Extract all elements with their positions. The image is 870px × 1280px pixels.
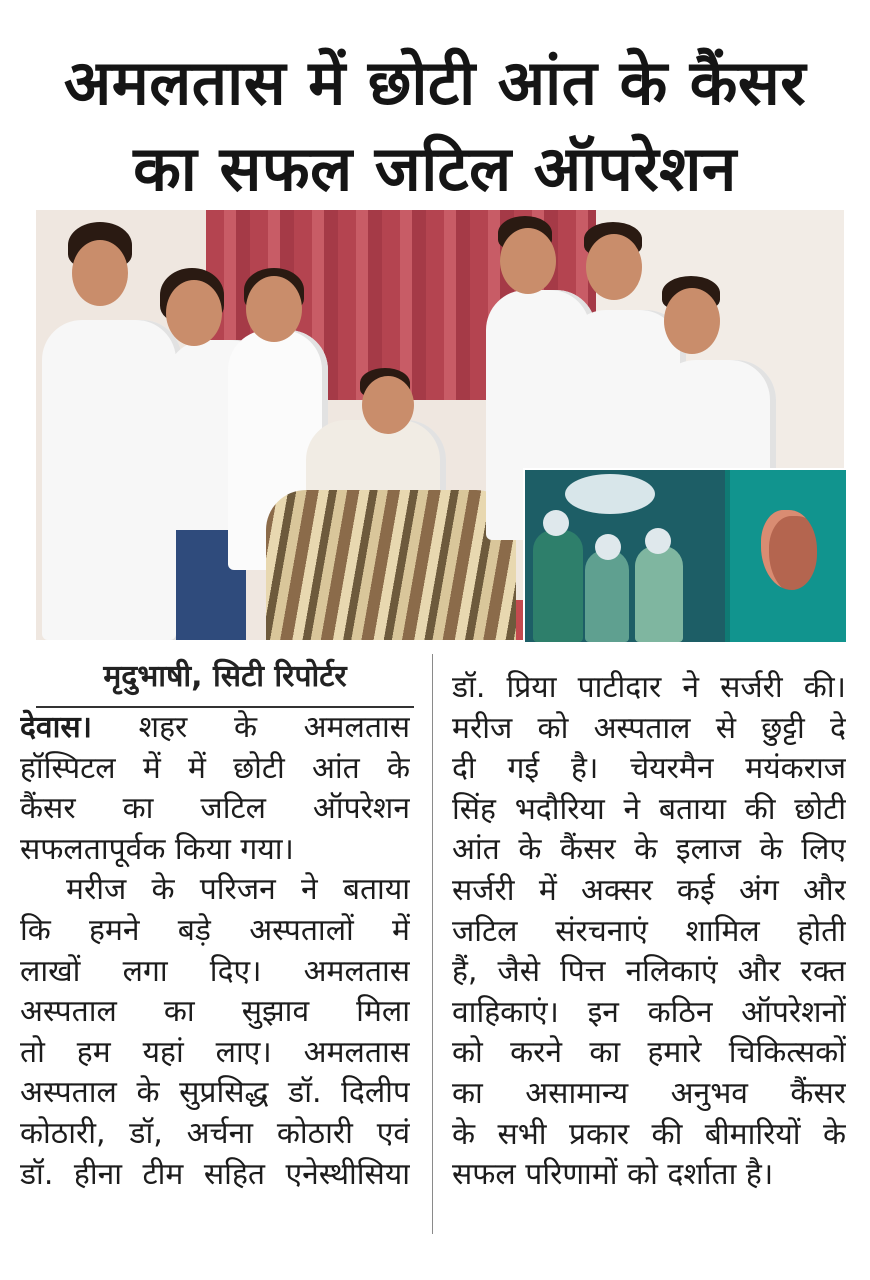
- surgeon-cap: [543, 510, 569, 536]
- headline: [0, 40, 870, 212]
- text-line: दी गई है। चेयरमैन मयंकराज: [452, 751, 846, 787]
- staff-head: [246, 276, 302, 342]
- patient-head: [362, 376, 414, 434]
- dateline: देवास।: [20, 710, 93, 745]
- staff-figure: [42, 320, 182, 640]
- headline-line-2: का सफल जटिल ऑपरेशन: [133, 132, 737, 205]
- text-line: डॉ. प्रिया पाटीदार ने सर्जरी की।: [452, 670, 846, 705]
- surgeon-figure: [533, 530, 583, 642]
- text-line-rest: शहर के अमलतास: [92, 710, 410, 745]
- headline-line-1: अमलतास में छोटी आंत के कैंसर: [63, 46, 807, 119]
- text-line: आंत के कैंसर के इलाज के लिए: [452, 832, 846, 868]
- text-line: का असामान्य अनुभव कैंसर: [452, 1075, 846, 1111]
- text-line: को करने का हमारे चिकित्सकों: [452, 1035, 846, 1071]
- text-line: जटिल संरचनाएं शामिल होती: [452, 913, 846, 949]
- staff-head: [72, 240, 128, 306]
- surgeon-figure: [635, 546, 683, 642]
- text-line: कि हमने बड़े अस्पतालों में: [20, 912, 410, 948]
- inset-surgery-photo: [523, 468, 848, 644]
- text-line: अस्पताल का सुझाव मिला: [20, 994, 410, 1030]
- text-line: हॉस्पिटल में में छोटी आंत के: [20, 750, 410, 786]
- staff-head: [664, 288, 720, 354]
- text-line: सर्जरी में अक्सर कई अंग और: [452, 872, 846, 908]
- surgeon-cap: [645, 528, 671, 554]
- column-divider: [432, 654, 433, 1234]
- text-line: [20, 708, 410, 749]
- text-line: सफलतापूर्वक किया गया।: [20, 831, 294, 867]
- text-line: के सभी प्रकार की बीमारियों के: [452, 1116, 846, 1152]
- surgical-light: [565, 474, 655, 514]
- surgeon-cap: [595, 534, 621, 560]
- staff-head: [586, 234, 642, 300]
- striped-blanket: [266, 490, 516, 640]
- text-line: मरीज को अस्पताल से छुट्टी दे: [452, 710, 846, 746]
- text-line: कोठारी, डॉ, अर्चना कोठारी एवं: [20, 1115, 410, 1151]
- text-line: लाखों लगा दिए। अमलतास: [20, 953, 410, 989]
- text-line: सफल परिणामों को दर्शाता है।: [452, 1157, 774, 1193]
- text-line: सिंह भदौरिया ने बताया की छोटी: [452, 791, 846, 827]
- text-line: अस्पताल के सुप्रसिद्ध डॉ. दिलीप: [20, 1075, 410, 1111]
- text-line: तो हम यहां लाए। अमलतास: [20, 1034, 410, 1070]
- text-line: मरीज के परिजन ने बताया: [66, 872, 410, 908]
- text-line: डॉ. हीना टीम सहित एनेस्थीसिया: [20, 1156, 410, 1192]
- text-line: कैंसर का जटिल ऑपरेशन: [20, 791, 410, 827]
- staff-head: [500, 228, 556, 294]
- text-line: वाहिकाएं। इन कठिन ऑपरेशनों: [452, 994, 846, 1030]
- left-column: [20, 708, 410, 1195]
- right-column: [452, 668, 846, 1196]
- surgeon-figure: [585, 550, 629, 642]
- staff-head: [166, 280, 222, 346]
- byline: मृदुभाषी, सिटी रिपोर्टर: [103, 659, 347, 694]
- text-line: हैं, जैसे पित्त नलिकाएं और रक्त: [452, 954, 846, 990]
